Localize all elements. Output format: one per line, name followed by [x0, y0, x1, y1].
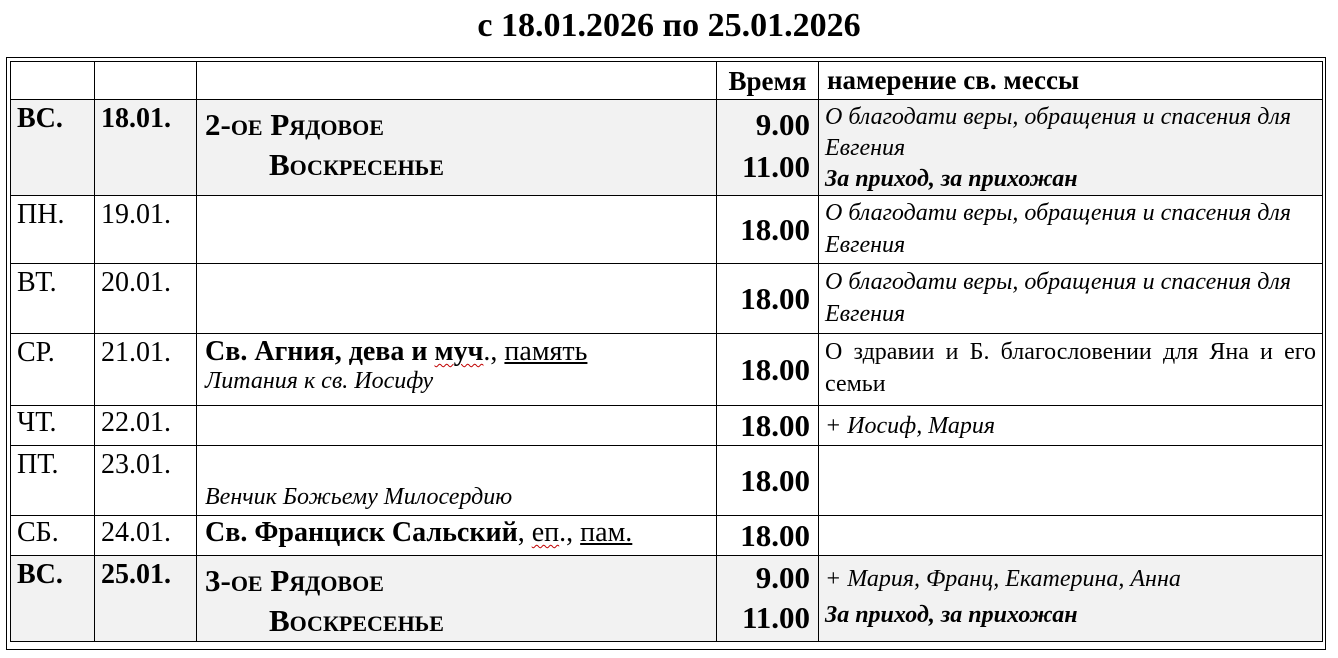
feast-cell — [197, 446, 717, 516]
header-day-cell — [11, 62, 95, 100]
feast-rank: память — [504, 336, 588, 367]
intention-cell: О благодати веры, обращения и спасения для Евгения — [819, 264, 1323, 334]
feast-sep: , — [517, 517, 532, 548]
feast-note: Венчик Божьему Милосердию — [205, 484, 513, 510]
header-date-cell — [95, 62, 197, 100]
table-row — [11, 334, 1323, 406]
feast-line2: Воскресенье — [269, 147, 444, 182]
date-cell: 20.01. — [95, 264, 197, 334]
feast-abbrev: муч — [434, 336, 484, 367]
date-cell: 21.01. — [95, 334, 197, 406]
table-row — [11, 100, 1323, 196]
feast-sep: ., — [483, 336, 505, 367]
table-row — [11, 446, 1323, 516]
intention-2: За приход, за прихожан — [825, 602, 1078, 628]
intention-cell — [819, 556, 1323, 642]
feast-cell — [197, 196, 717, 264]
time-1: 9.00 — [755, 560, 810, 595]
intention-2: За приход, за прихожан — [825, 166, 1078, 192]
intention-1: О благодати веры, обращения и спасения для Евгения — [825, 104, 1292, 161]
time-cell: 18.00 — [717, 446, 819, 516]
mass-schedule-table — [10, 61, 1323, 642]
date-cell: 25.01. — [95, 556, 197, 642]
time-cell — [717, 556, 819, 642]
feast-cell — [197, 516, 717, 556]
feast-line2: Воскресенье — [269, 603, 444, 638]
day-cell: ВС. — [11, 556, 95, 642]
feast-name: Св. Франциск Сальский — [205, 517, 518, 548]
table-row — [11, 196, 1323, 264]
feast-name: Св. Агния, дева и — [205, 336, 435, 367]
intention-cell: О благодати веры, обращения и спасения для Евгения — [819, 196, 1323, 264]
time-cell: 18.00 — [717, 264, 819, 334]
feast-line1: 3-ое Рядовое — [205, 563, 384, 598]
date-cell: 24.01. — [95, 516, 197, 556]
day-cell: ЧТ. — [11, 406, 95, 446]
time-cell: 18.00 — [717, 334, 819, 406]
intention-cell — [819, 446, 1323, 516]
time-cell: 18.00 — [717, 406, 819, 446]
date-cell: 18.01. — [95, 100, 197, 196]
time-2: 11.00 — [741, 149, 810, 184]
time-1: 9.00 — [755, 107, 810, 142]
day-cell: ВС. — [11, 100, 95, 196]
intention-cell — [819, 516, 1323, 556]
day-cell: СР. — [11, 334, 95, 406]
time-2: 11.00 — [741, 600, 810, 635]
feast-sep2: ., — [559, 517, 581, 548]
time-cell: 18.00 — [717, 516, 819, 556]
feast-rank: пам. — [580, 517, 633, 548]
table-row — [11, 264, 1323, 334]
date-cell: 22.01. — [95, 406, 197, 446]
table-header-row — [11, 62, 1323, 100]
intention-cell: О здравии и Б. благословении для Яна и его семьи — [819, 334, 1323, 406]
feast-line1: 2-ое Рядовое — [205, 107, 384, 142]
day-cell: СБ. — [11, 516, 95, 556]
feast-cell — [197, 556, 717, 642]
day-cell: ПН. — [11, 196, 95, 264]
feast-cell — [197, 100, 717, 196]
day-cell: ВТ. — [11, 264, 95, 334]
schedule-title: с 18.01.2026 по 25.01.2026 — [477, 7, 861, 44]
date-cell: 19.01. — [95, 196, 197, 264]
feast-cell — [197, 334, 717, 406]
feast-abbrev: еп — [531, 517, 560, 548]
time-cell: 18.00 — [717, 196, 819, 264]
header-intention: намерение св. мессы — [819, 62, 1323, 100]
header-time: Время — [717, 62, 819, 100]
intention-cell: + Иосиф, Мария — [819, 406, 1323, 446]
day-cell: ПТ. — [11, 446, 95, 516]
feast-cell — [197, 406, 717, 446]
date-cell: 23.01. — [95, 446, 197, 516]
header-feast-cell — [197, 62, 717, 100]
table-row — [11, 556, 1323, 642]
intention-cell — [819, 100, 1323, 196]
feast-cell — [197, 264, 717, 334]
table-row — [11, 516, 1323, 556]
feast-note: Литания к св. Иосифу — [205, 368, 434, 394]
intention-1: + Мария, Франц, Екатерина, Анна — [825, 566, 1181, 592]
time-cell — [717, 100, 819, 196]
table-row — [11, 406, 1323, 446]
